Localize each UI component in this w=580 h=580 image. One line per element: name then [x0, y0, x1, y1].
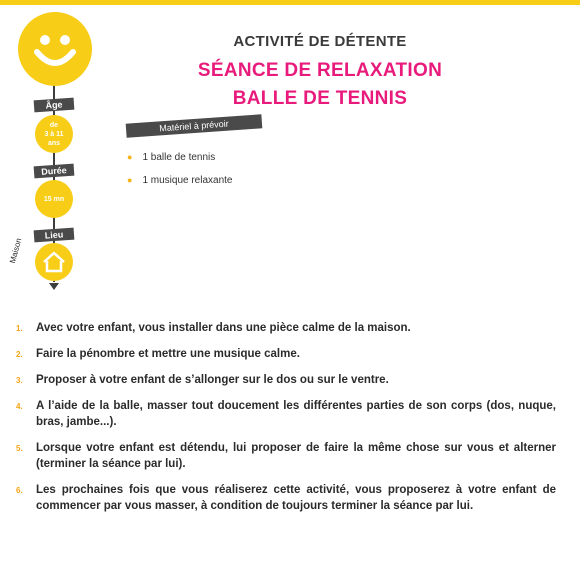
step-number: 6.: [16, 486, 23, 495]
house-icon: [41, 250, 67, 274]
place-tag: Lieu: [34, 228, 75, 243]
duration-value: 15 mn: [43, 195, 65, 203]
steps-list: [16, 320, 556, 524]
age-badge: [35, 115, 73, 153]
step-text: A l’aide de la balle, masser tout doucement les différentes parties de son corps (dos, nuque, bras, jambe...).: [36, 400, 556, 428]
age-value-line3: ans: [47, 139, 61, 147]
step-text: Proposer à votre enfant de s’allonger sur le dos ou sur le ventre.: [36, 374, 389, 386]
step-number: 5.: [16, 444, 23, 453]
step-item: [16, 372, 556, 388]
material-item: [127, 152, 215, 163]
page-title-line1: SÉANCE DE RELAXATION: [197, 60, 443, 81]
place-badge: [35, 243, 73, 281]
step-text: Les prochaines fois que vous réaliserez cette activité, vous proposerez à votre enfant de commencer par vous masser, à condition de toujours terminer la séance par lui.: [36, 484, 556, 512]
step-text: Lorsque votre enfant est détendu, lui proposer de faire la même chose sur vous et alterner (terminer la séance par lui).: [36, 442, 556, 470]
step-item: [16, 398, 556, 430]
age-value-line1: de: [49, 121, 59, 129]
page-title-line2: BALLE DE TENNIS: [232, 88, 408, 109]
step-number: 1.: [16, 324, 23, 333]
material-item: [127, 175, 233, 186]
duration-badge: [35, 180, 73, 218]
step-number: 4.: [16, 402, 23, 411]
place-value: Maison: [8, 237, 24, 265]
bullet-dot-icon: ●: [127, 152, 133, 162]
bullet-dot-icon: ●: [127, 175, 133, 185]
step-number: 3.: [16, 376, 23, 385]
material-item-label: 1 balle de tennis: [142, 152, 216, 163]
step-text: Faire la pénombre et mettre une musique calme.: [36, 348, 300, 360]
step-number: 2.: [16, 350, 23, 359]
step-item: [16, 440, 556, 472]
materials-tag: Matériel à prévoir: [126, 114, 263, 137]
age-tag: Âge: [34, 98, 75, 113]
material-item-label: 1 musique relaxante: [142, 175, 233, 186]
age-value-line2: 3 à 11: [44, 130, 64, 138]
duration-tag: Durée: [34, 164, 75, 179]
step-text: Avec votre enfant, vous installer dans une pièce calme de la maison.: [36, 322, 411, 334]
step-item: [16, 482, 556, 514]
step-item: [16, 346, 556, 362]
activity-category: ACTIVITÉ DE DÉTENTE: [233, 33, 407, 50]
arrow-down-icon: [49, 283, 59, 290]
step-item: [16, 320, 556, 336]
top-accent-bar: [0, 0, 580, 5]
